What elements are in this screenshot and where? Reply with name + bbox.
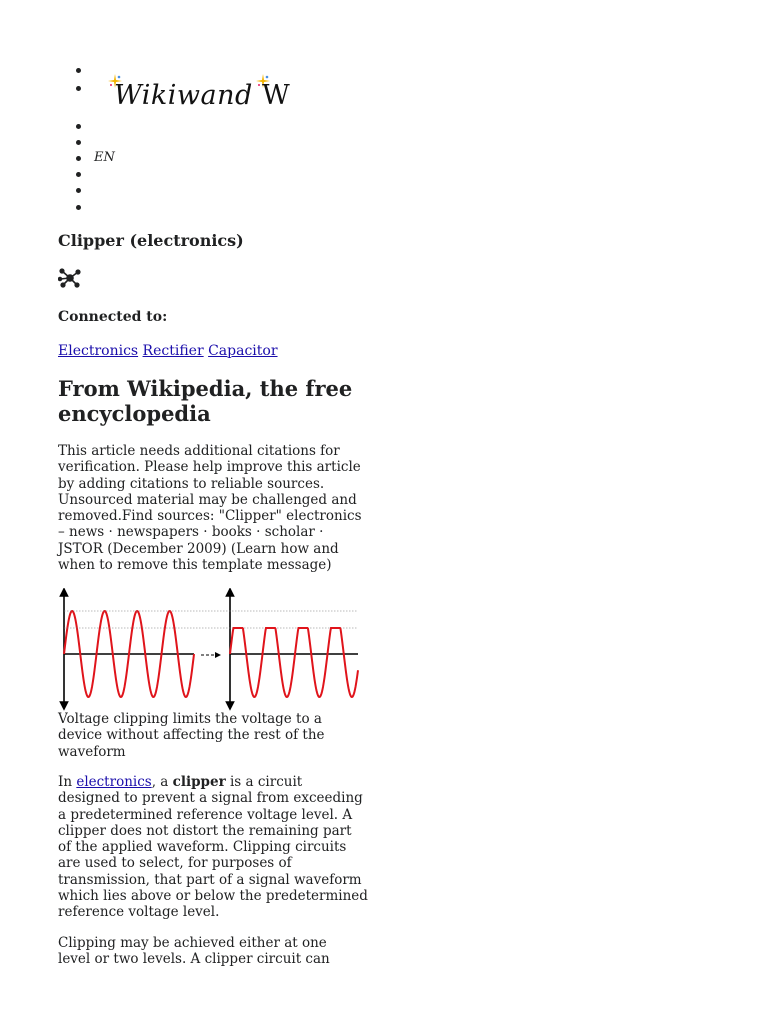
related-link-capacitor[interactable]: Capacitor (208, 343, 278, 359)
clipping-waveform-figure (58, 588, 363, 712)
clipper-term: clipper (172, 774, 226, 790)
para1-rest: is a circuit designed to prevent a signal from exceeding a predetermined reference voltage level. A clipper does not distort the remaining part of the applied waveform. Clipping circuits are used to select, for purposes of transmission, that part of a signal waveform which lies above or below the predetermined reference voltage level. (58, 774, 368, 921)
citation-notice: This article needs additional citations for verification. Please help improve this article by adding citations to reliable sources. Unsourced material may be challenged and removed.Find sources: "Clipper" electronics – news · newspapers · books · scholar · JSTOR (December 2009) (Learn how and when to remove this template message) (58, 443, 362, 574)
para1-middle: , a (151, 774, 173, 790)
related-link-electronics[interactable]: Electronics (58, 343, 139, 359)
article-title: Clipper (electronics) (58, 231, 244, 250)
logo-mark: W (262, 80, 290, 111)
figure-caption: Voltage clipping limits the voltage to a device without affecting the rest of the waveform (58, 711, 325, 760)
related-link-rectifier[interactable]: Rectifier (142, 343, 204, 359)
electronics-link[interactable]: electronics (76, 774, 152, 790)
connected-to-label: Connected to: (58, 309, 168, 325)
output-clipped-waveform (230, 628, 358, 697)
second-paragraph: Clipping may be achieved either at one level or two levels. A clipper circuit can (58, 935, 330, 968)
connection-graph-icon[interactable] (58, 266, 82, 290)
para1-prefix: In (58, 774, 77, 790)
article-subtitle: From Wikipedia, the free encyclopedia (58, 376, 353, 426)
logo-wordmark: Wikiwand (114, 80, 253, 111)
related-links (58, 342, 278, 360)
wikiwand-logo-link[interactable] (114, 76, 314, 116)
intro-paragraph (58, 774, 368, 921)
language-selector[interactable]: EN (94, 150, 115, 165)
